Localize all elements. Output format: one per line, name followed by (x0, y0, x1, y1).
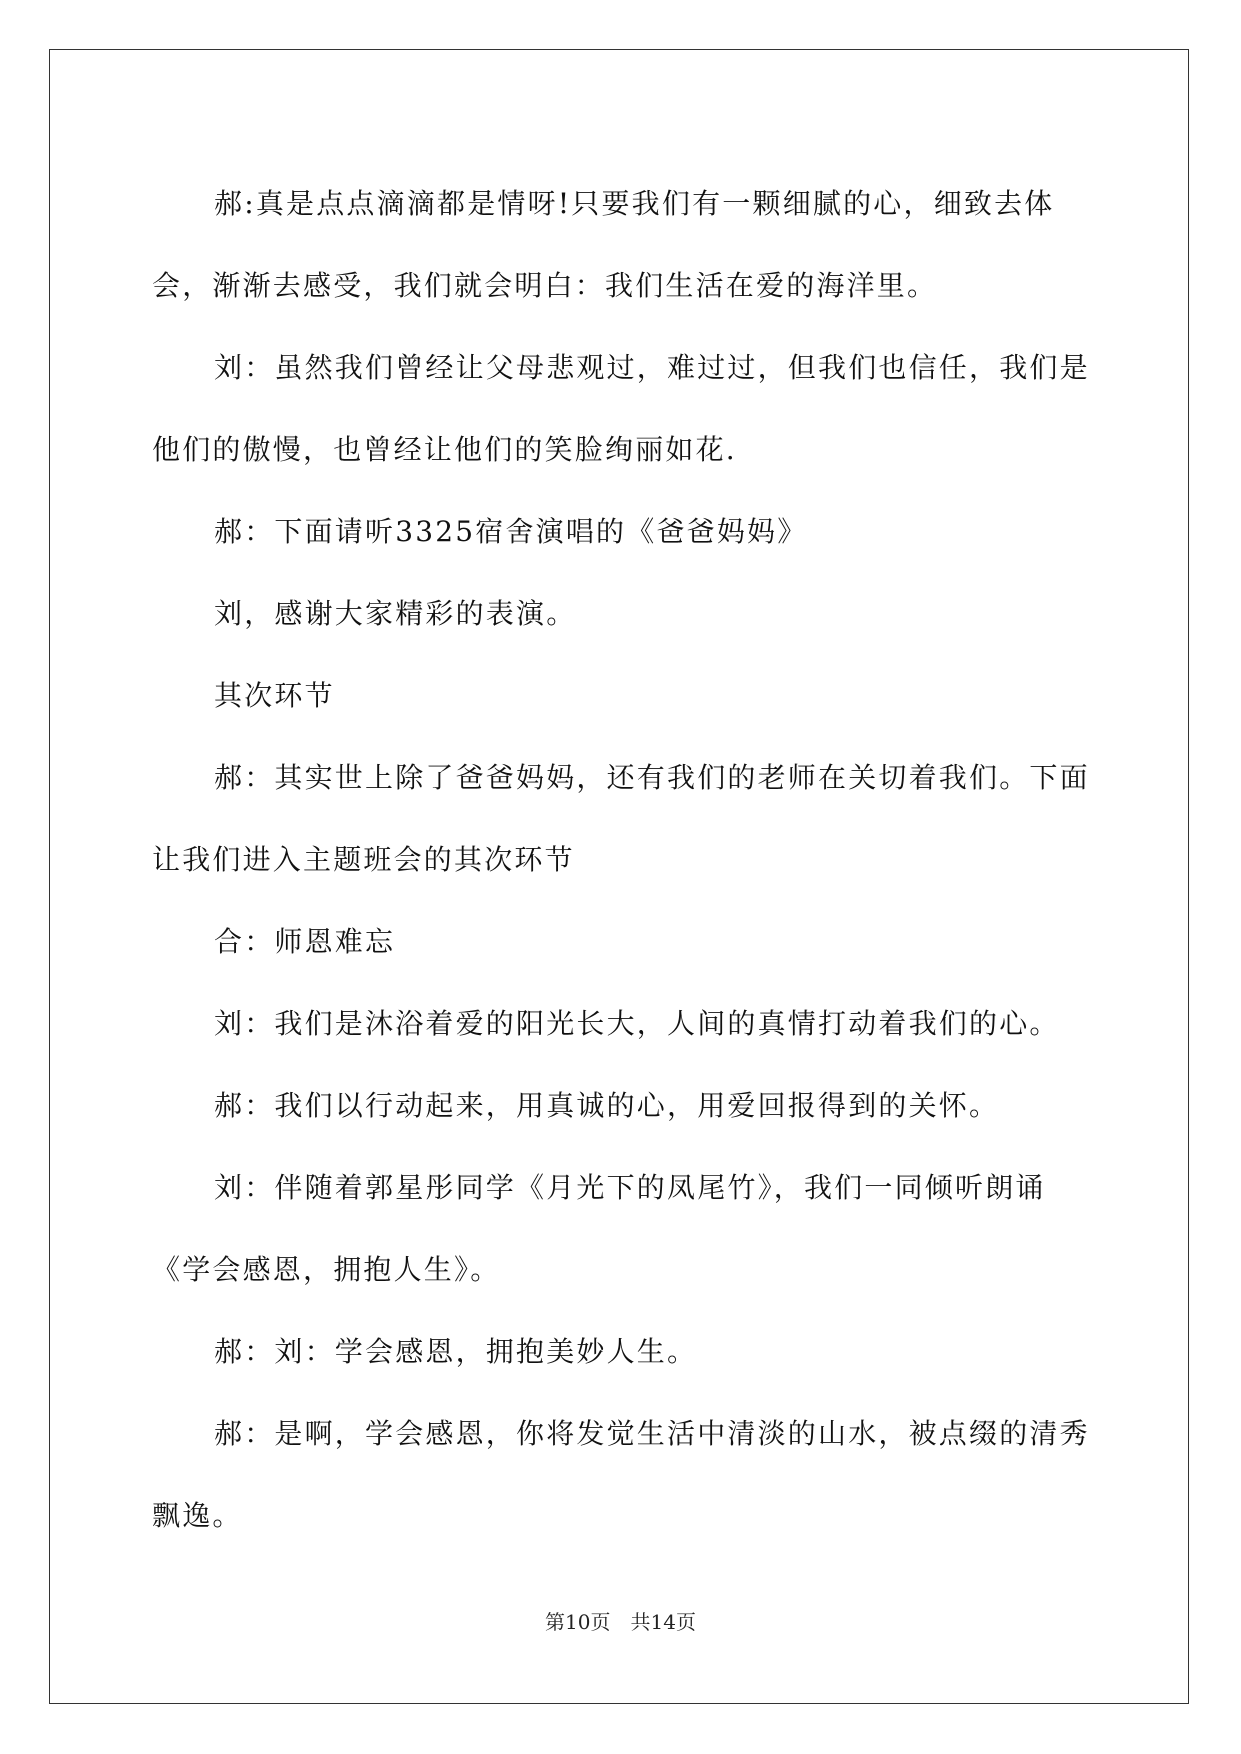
paragraph: 郝：下面请听3325宿舍演唱的《爸爸妈妈》 (214, 515, 808, 548)
paragraph: 刘：伴随着郭星彤同学《月光下的凤尾竹》，我们一同倾听朗诵《学会感恩，拥抱人生》。 (152, 1171, 1046, 1286)
paragraph: 刘：我们是沐浴着爱的阳光长大，人间的真情打动着我们的心。 (214, 1007, 1060, 1040)
paragraph: 郝：我们以行动起来，用真诚的心，用爱回报得到的关怀。 (214, 1089, 1000, 1122)
paragraph: 刘：虽然我们曾经让父母悲观过，难过过，但我们也信任，我们是他们的傲慢，也曾经让他们的笑脸绚丽如花. (152, 351, 1090, 466)
paragraph: 刘，感谢大家精彩的表演。 (214, 597, 577, 630)
paragraph: 郝：是啊，学会感恩，你将发觉生活中清淡的山水，被点缀的清秀飘逸。 (152, 1417, 1090, 1532)
paragraph: 郝:真是点点滴滴都是情呀!只要我们有一颗细腻的心，细致去体会，渐渐去感受，我们就会明白：我们生活在爱的海洋里。 (152, 187, 1055, 302)
page-footer: 第10页 共14页 (545, 1610, 696, 1634)
paragraph: 合：师恩难忘 (214, 925, 396, 958)
paragraph: 其次环节 (214, 679, 335, 712)
document-body (152, 163, 1092, 1557)
paragraph: 郝：刘：学会感恩，拥抱美妙人生。 (214, 1335, 698, 1368)
paragraph: 郝：其实世上除了爸爸妈妈，还有我们的老师在关切着我们。下面让我们进入主题班会的其次环节 (152, 761, 1090, 876)
